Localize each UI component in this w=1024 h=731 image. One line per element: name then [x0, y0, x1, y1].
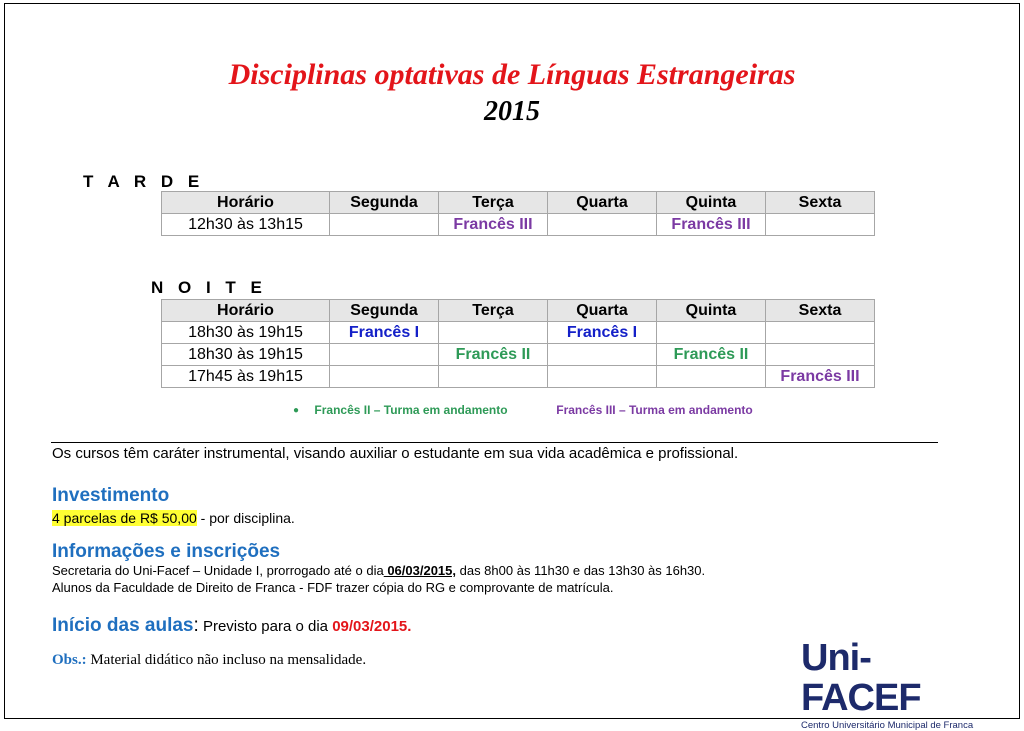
noite-header-row — [162, 300, 875, 322]
tarde-header-row — [162, 192, 875, 214]
header-horario: Horário — [162, 300, 330, 322]
page-year: 2015 — [484, 96, 540, 127]
class-cell — [766, 322, 875, 344]
info-heading: Informações e inscrições — [52, 541, 281, 562]
class-cell: Francês II — [657, 344, 766, 366]
header-terca: Terça — [439, 192, 548, 214]
class-cell: Francês III — [439, 214, 548, 236]
tarde-schedule-table — [161, 191, 875, 236]
investimento-line — [52, 510, 295, 526]
header-horario: Horário — [162, 192, 330, 214]
class-cell: Francês II — [439, 344, 548, 366]
legend — [293, 403, 753, 417]
class-cell — [330, 344, 439, 366]
table-row — [162, 344, 875, 366]
price-highlight: 4 parcelas de R$ 50,00 — [52, 510, 197, 526]
class-cell — [657, 366, 766, 388]
investimento-heading: Investimento — [52, 485, 170, 506]
logo-subtitle: Centro Universitário Municipal de Franca — [801, 720, 974, 731]
header-sexta: Sexta — [766, 300, 875, 322]
intro-text: Os cursos têm caráter instrumental, visando auxiliar o estudante em sua vida acadêmica e profissional. — [52, 445, 739, 462]
header-quinta: Quinta — [657, 300, 766, 322]
time-cell: 18h30 às 19h15 — [162, 322, 330, 344]
inicio-date: 09/03/2015. — [332, 618, 412, 635]
noite-schedule-table — [161, 299, 875, 388]
header-segunda: Segunda — [330, 192, 439, 214]
header-segunda: Segunda — [330, 300, 439, 322]
header-sexta: Sexta — [766, 192, 875, 214]
tarde-label: T A R D E — [83, 172, 205, 191]
class-cell — [766, 214, 875, 236]
info-line-1-suffix: das 8h00 às 11h30 e das 13h30 às 16h30. — [456, 563, 706, 578]
uni-facef-logo — [801, 638, 981, 731]
class-cell — [330, 366, 439, 388]
inicio-text: Previsto para o dia — [198, 618, 333, 635]
header-terca: Terça — [439, 300, 548, 322]
time-cell: 17h45 às 19h15 — [162, 366, 330, 388]
header-quinta: Quinta — [657, 192, 766, 214]
info-line-2: Alunos da Faculdade de Direito de Franca - FDF trazer cópia do RG e comprovante de matrícula. — [52, 580, 614, 595]
class-cell — [548, 344, 657, 366]
obs-key: Obs.: — [52, 652, 87, 668]
noite-label: N O I T E — [151, 278, 267, 297]
class-cell — [657, 322, 766, 344]
table-row — [162, 366, 875, 388]
header-quarta: Quarta — [548, 192, 657, 214]
time-cell: 18h30 às 19h15 — [162, 344, 330, 366]
bullet-icon: ● — [293, 405, 300, 416]
class-cell: Francês I — [548, 322, 657, 344]
class-cell: Francês III — [657, 214, 766, 236]
table-row — [162, 214, 875, 236]
header-quarta: Quarta — [548, 300, 657, 322]
class-cell: Francês III — [766, 366, 875, 388]
obs-line — [52, 652, 366, 669]
class-cell — [439, 322, 548, 344]
page-title: Disciplinas optativas de Línguas Estrangeiras — [228, 58, 796, 91]
price-suffix: - por disciplina. — [196, 510, 295, 526]
inicio-colon: : — [193, 615, 199, 636]
class-cell — [548, 366, 657, 388]
class-cell — [548, 214, 657, 236]
deadline-date: 06/03/2015, — [383, 563, 456, 578]
class-cell — [439, 366, 548, 388]
info-line-1-prefix: Secretaria do Uni-Facef – Unidade I, prorrogado até o dia — [52, 563, 384, 578]
logo-wordmark: Uni-FACEF — [801, 637, 921, 719]
divider — [51, 442, 938, 443]
class-cell — [766, 344, 875, 366]
document-page — [4, 3, 1020, 731]
inicio-heading: Início das aulas — [52, 615, 194, 636]
table-row — [162, 322, 875, 344]
legend-item-frances-iii: Francês III – Turma em andamento — [556, 403, 753, 417]
class-cell: Francês I — [330, 322, 439, 344]
class-cell — [330, 214, 439, 236]
obs-text: Material didático não incluso na mensalidade. — [86, 652, 367, 668]
info-line-1 — [52, 563, 705, 578]
inicio-line — [52, 615, 411, 637]
legend-item-frances-ii: Francês II – Turma em andamento — [314, 403, 508, 417]
time-cell: 12h30 às 13h15 — [162, 214, 330, 236]
